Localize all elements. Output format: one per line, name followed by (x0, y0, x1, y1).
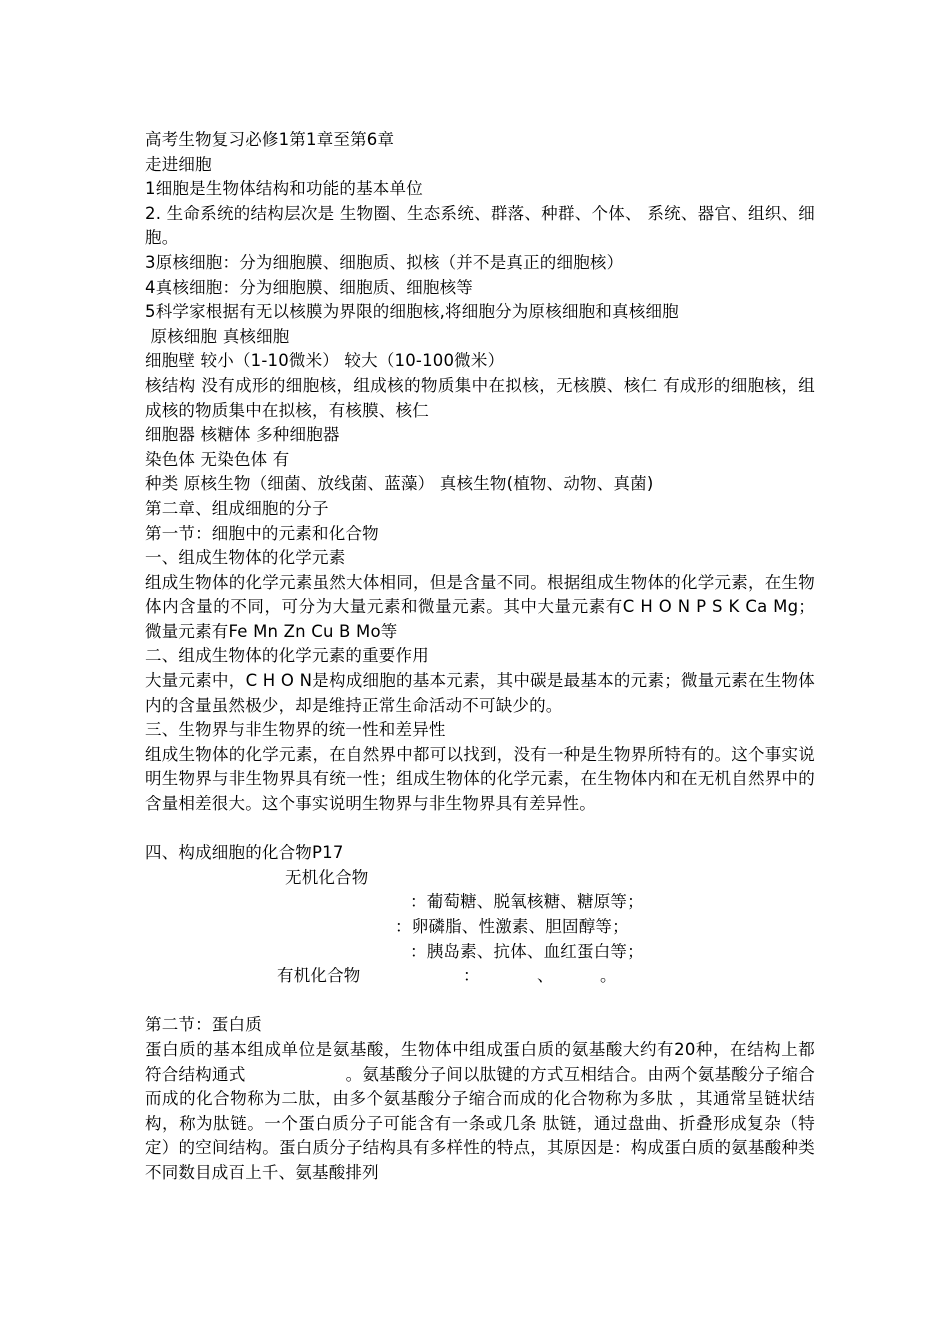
inorganic-label: 无机化合物 (285, 867, 369, 887)
chapter-1-heading: 走进细胞 (145, 154, 212, 174)
paragraph-element-roles: 大量元素中，C H O N是构成细胞的基本元素，其中碳是最基本的元素；微量元素在生物体内的含量虽然极少，却是维持正常生命活动不可缺少的。 (145, 671, 815, 715)
lipid-line: ：卵磷脂、性激素、胆固醇等； (395, 917, 629, 936)
subheading-4: 四、构成细胞的化合物P17 (145, 843, 344, 863)
sugar-line: ：葡萄糖、脱氧核糖、糖原等； (410, 892, 644, 912)
subheading-1: 一、组成生物体的化学元素 (145, 548, 346, 568)
point-4: 4真核细胞：分为细胞膜、细胞质、细胞核等 (145, 277, 473, 297)
compare-header: 原核细胞 真核细胞 (145, 326, 290, 346)
organic-period: 。 (600, 966, 617, 986)
point-1: 1细胞是生物体结构和功能的基本单位 (145, 179, 423, 199)
compare-row-types: 种类 原核生物（细菌、放线菌、蓝藻） 真核生物(植物、动物、真菌) (145, 474, 654, 494)
document-title: 高考生物复习必修1第1章至第6章 (145, 130, 395, 149)
paragraph-unity-difference: 组成生物体的化学元素，在自然界中都可以找到，没有一种是生物界所特有的。这个事实说明生物界与非生物界具有统一性；组成生物体的化学元素，在生物体内和在无机自然界中的含量相差很大。这个事实说明生物界与非生物界具有差异性。 (145, 744, 815, 814)
section-1-heading: 第一节：细胞中的元素和化合物 (145, 523, 379, 543)
compare-row-organelle: 细胞器 核糖体 多种细胞器 (145, 425, 340, 445)
protein-text-b: 。氨基酸分子间以肽键的方式互相结合。由两个氨基酸分子缩合而成的化合物称为二肽，由多个氨基酸分子缩合而成的化合物称为多肽 ，其通常呈链状结构，称为肽链。一个蛋白质分子可能含有一条或几条 肽链，通过盘曲、折叠形成复杂（特定）的空间结构。蛋白质分子结构具有多样性的特点，其原因是：构成蛋白质的氨基酸种类不同数目成百上千、氨基酸排列 (145, 1064, 815, 1182)
point-3: 3原核细胞：分为细胞膜、细胞质、拟核（并不是真正的细胞核） (145, 252, 624, 272)
organic-comma: 、 (537, 966, 554, 986)
paragraph-elements: 组成生物体的化学元素虽然大体相同，但是含量不同。根据组成生物体的化学元素，在生物体内含量的不同，可分为大量元素和微量元素。其中大量元素有C H O N P S K Ca Mg；微量元素有Fe Mn Zn Cu B Mo等 (145, 572, 815, 641)
subheading-3: 三、生物界与非生物界的统一性和差异性 (145, 720, 446, 740)
organic-label: 有机化合物 (277, 966, 361, 986)
organic-row (145, 964, 815, 989)
compare-row-chromosome: 染色体 无染色体 有 (145, 449, 290, 469)
compare-row-nucleus: 核结构 没有成形的细胞核，组成核的物质集中在拟核，无核膜、核仁 有成形的细胞核，组成核的物质集中在拟核，有核膜、核仁 (145, 375, 815, 420)
blank-line (145, 817, 815, 842)
protein-text-a: 蛋白质的基本组成单位是氨基酸，生物体中组成蛋白质的氨基酸大约有20种，在结构上都符合结构通式 (145, 1039, 815, 1084)
point-5: 5科学家根据有无以核膜为界限的细胞核,将细胞分为原核细胞和真核细胞 (145, 302, 679, 322)
paragraph-protein (145, 1038, 815, 1186)
compare-row-cell-wall: 细胞壁 较小（1-10微米） 较大（10-100微米） (145, 351, 505, 371)
protein-line: ：胰岛素、抗体、血红蛋白等； (410, 941, 644, 961)
point-2: 2. 生命系统的结构层次是 生物圈、生态系统、群落、种群、个体、 系统、器官、组织、细胞。 (145, 203, 815, 248)
organic-colon: ： (463, 966, 480, 986)
chapter-2-heading: 第二章、组成细胞的分子 (145, 498, 329, 518)
subheading-2: 二、组成生物体的化学元素的重要作用 (145, 646, 429, 666)
blank-line-2 (145, 989, 815, 1014)
section-2-heading: 第二节：蛋白质 (145, 1015, 262, 1035)
document-body (145, 128, 815, 1186)
